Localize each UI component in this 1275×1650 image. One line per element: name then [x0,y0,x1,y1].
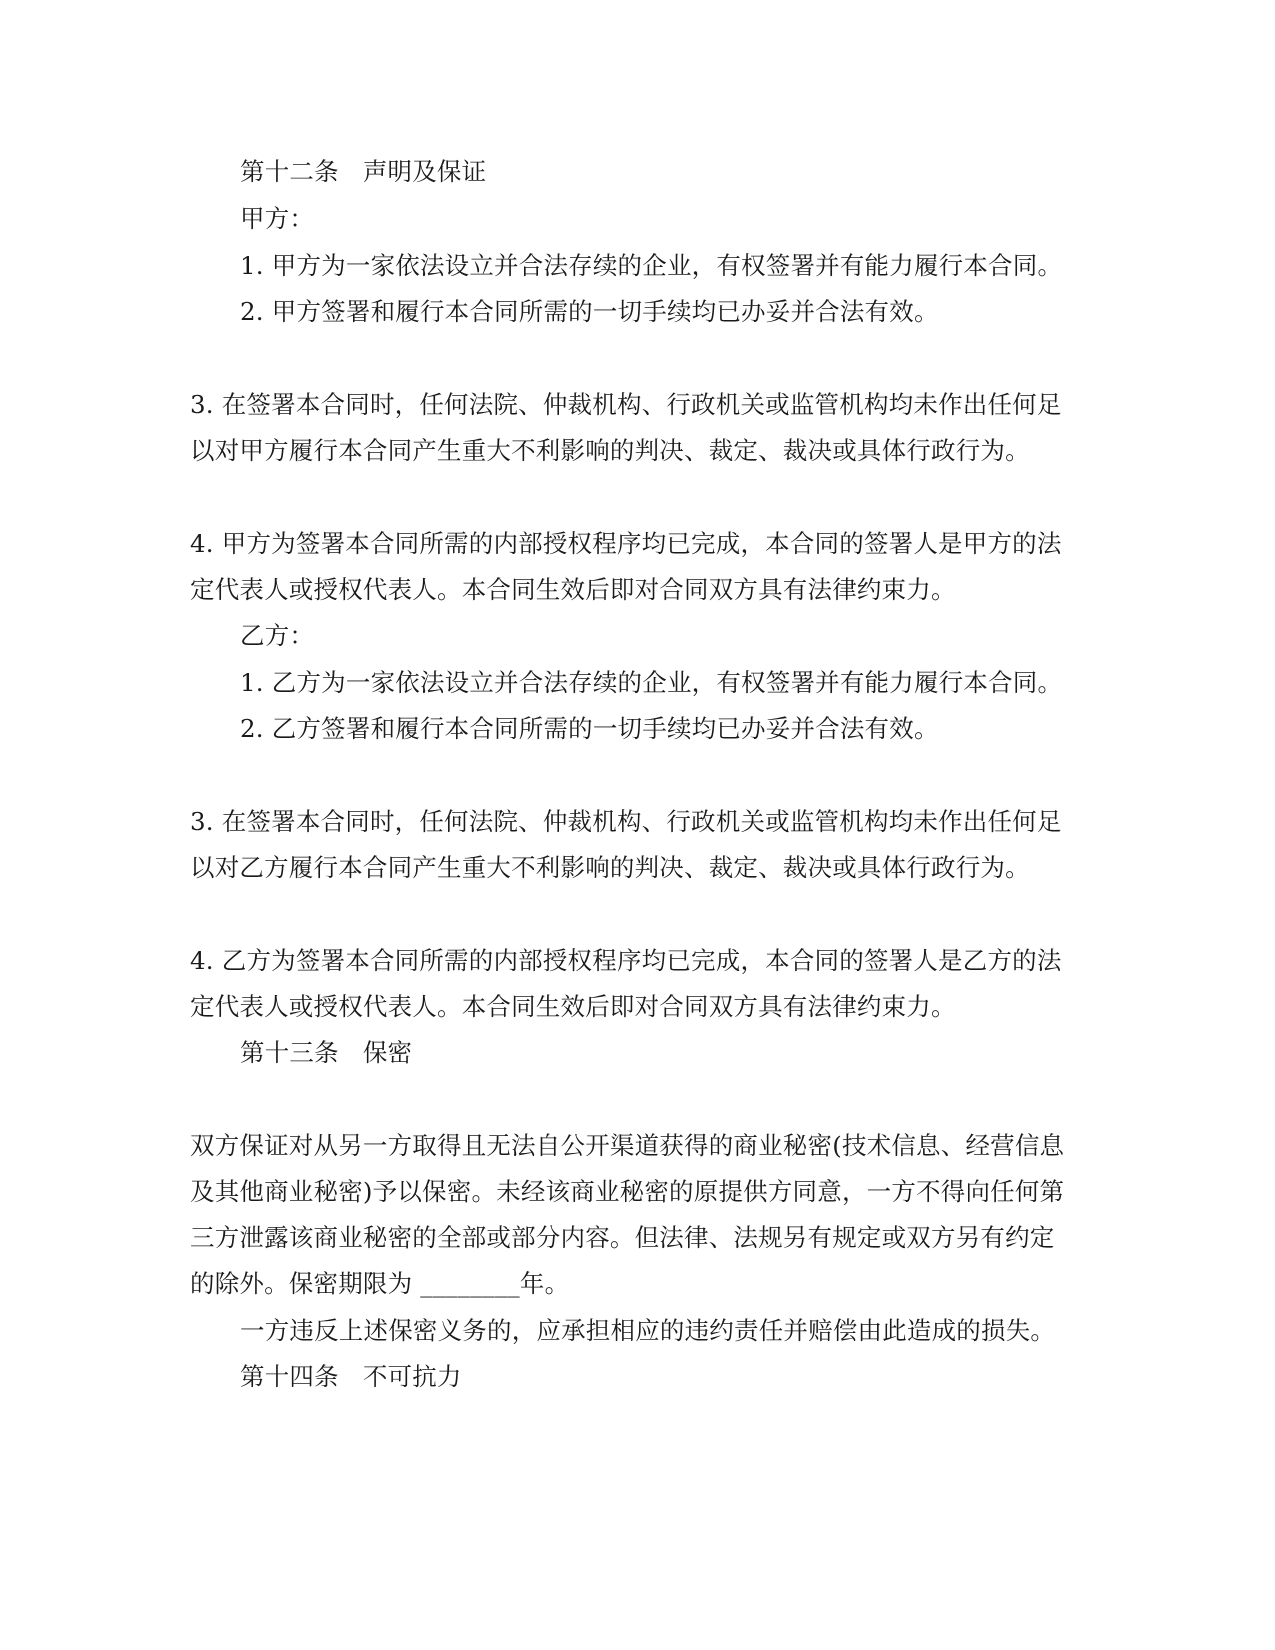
article-title: 不可抗力 [362,1362,462,1391]
article-14-heading [240,1362,462,1392]
party-a-label: 甲方： [240,204,315,233]
article-13-heading [240,1038,412,1068]
article-number: 第十二条 [240,157,339,186]
party-a-item-3-line-1: 3. 在签署本合同时，任何法院、仲裁机构、行政机关或监管机构均未作出任何足 [190,390,1062,419]
party-a-item-4-line-2: 定代表人或授权代表人。本合同生效后即对合同双方具有法律约束力。 [190,575,956,604]
party-b-item-1: 1. 乙方为一家依法设立并合法存续的企业，有权签署并有能力履行本合同。 [240,668,1063,697]
party-a-item-2: 2. 甲方签署和履行本合同所需的一切手续均已办妥并合法有效。 [240,297,939,326]
party-b-item-3-line-2: 以对乙方履行本合同产生重大不利影响的判决、裁定、裁决或具体行政行为。 [190,853,1030,882]
party-a-item-4-line-1: 4. 甲方为签署本合同所需的内部授权程序均已完成，本合同的签署人是甲方的法 [190,529,1062,558]
confidentiality-breach: 一方违反上述保密义务的，应承担相应的违约责任并赔偿由此造成的损失。 [240,1316,1056,1345]
party-b-item-4-line-2: 定代表人或授权代表人。本合同生效后即对合同双方具有法律约束力。 [190,992,956,1021]
article-number: 第十四条 [240,1362,339,1391]
party-b-item-4-line-1: 4. 乙方为签署本合同所需的内部授权程序均已完成，本合同的签署人是乙方的法 [190,946,1062,975]
party-b-item-2: 2. 乙方签署和履行本合同所需的一切手续均已办妥并合法有效。 [240,714,939,743]
article-title: 声明及保证 [362,157,487,186]
article-12-heading [240,157,486,187]
confidentiality-line-4: 的除外。保密期限为 ________年。 [190,1269,570,1298]
confidentiality-line-2: 及其他商业秘密)予以保密。未经该商业秘密的原提供方同意，一方不得向任何第 [190,1177,1065,1206]
party-b-item-3-line-1: 3. 在签署本合同时，任何法院、仲裁机构、行政机关或监管机构均未作出任何足 [190,807,1062,836]
article-number: 第十三条 [240,1038,339,1067]
confidentiality-line-3: 三方泄露该商业秘密的全部或部分内容。但法律、法规另有规定或双方另有约定 [190,1223,1055,1252]
party-a-item-1: 1. 甲方为一家依法设立并合法存续的企业，有权签署并有能力履行本合同。 [240,251,1063,280]
party-b-label: 乙方： [240,621,315,650]
confidentiality-line-1: 双方保证对从另一方取得且无法自公开渠道获得的商业秘密(技术信息、经营信息 [190,1131,1065,1160]
party-a-item-3-line-2: 以对甲方履行本合同产生重大不利影响的判决、裁定、裁决或具体行政行为。 [190,436,1030,465]
article-title: 保密 [362,1038,413,1067]
